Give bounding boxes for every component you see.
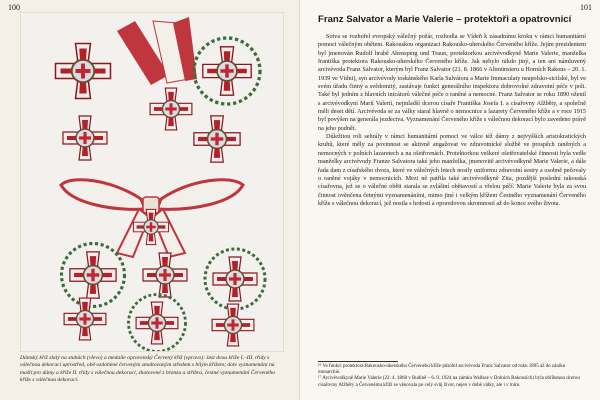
page-number-right: 101 — [580, 3, 592, 12]
footnotes — [318, 364, 586, 389]
body-paragraph: Sotva se rozhořel evropský válečný požár, rozhodla se Vídeň k zásadnímu kroku v rámci humanitární pomoci válečným obětem. Rakouskou organizaci Rakousko-uherského Červeného kříže. Jejím prezidentem byl jmenován Rudolf hrabě Abensperg und Traun, protektorkou arcivévodkyně Marie Valerie, manželka františka protektora Rakousko-uherského Červeného kříže. Jak nebylo nikdo jiný, a ten ani námluvený arcivévoda Franz Salvator, kterým byl Franz Salvator (21. 8. 1866 v Altmünsteru u Horních Rakous – 20. 1. 1939 ve Vídni), syn arcivévody toskánského Karla Salvátora a Marie Immaculaty neapolsko-sicilské, byl ve svém úřadu činný a svědomitý, zastávaje funkci generálního inspektora dobrovolné zdravotní péče v poli. Také byl jedním z hlavních inicátorů válečné péče o raněné a nemocné. Franz Salvator se roku 1890 oženil s arcivévodkyní Marií Valerií, nejmladší dcerou císaře Františka Josefa I. a císařovny Alžběty, a společně měli deset dětí. Arcivévoda se za války staral hlavně o nemocnice a lazarety Červeného kříže a v roce 1915 byl povýšen na generála jezdectva. Vyznamenání Červeného kříže s válečnou dekorací bylo zavedeno právě na jeho podnět. — [318, 33, 586, 132]
medals-illustration — [21, 13, 283, 351]
footnote: ¹⁶ Ve funkci protektora Rakousko-uherského Červeného kříže působil arcivévoda Franz Salvator od roku 1895 až do zániku monarchie. — [318, 364, 566, 376]
footnote-rule — [318, 361, 398, 362]
body-text — [318, 33, 586, 208]
footnote: ¹⁷ Arcivévodkyně Marie Valerie (22. 4. 1868 v Budíně – 6. 9. 1924 na zámku Wallsee v Dolních Rakousích) byla oblíbenou dcerou císařovny Alžběty a Červenému kříži se věnovala po celý svůj život, nejen v době války, ale i v míru. — [318, 376, 580, 388]
chapter-title: Franz Salvator a Marie Valerie – protektoři a opatrovnicí — [318, 14, 572, 25]
photo-caption: Dámský kříž zlatý na stuhách (vlevo) a medaile opravenský Červený kříž (vpravo): šest dvou kříže I.–III. třídy s válečnou dekorací uprostřed, obě ozdobené červeným smaltovaným středem s bílým křížem; dole vyznamenání na mašlí pro dámy a kříže II. třídy s válečnou dekorací, zhotovené z bronzu a stříbra, čestné vyznamenání Červeného kříže s válečnou dekorací. — [20, 355, 275, 383]
medals-photo — [20, 12, 284, 352]
body-paragraph: Důležitou roli sehrály v rámci humanitární pomoci ve válce též dámy z nejvyšších aristokratických kruhů, které měly za povinnost se aktivně angažovat ve zdravotnické službě ve prospěch raněných a nemocných v polních lazaretech a na ošetřovnách. Protektorkou veškeré ošetřovatelské činnosti byla vedle manželky arcivévody Franze Salvatora také jeho manželka, jmenovitě arcivévodkyně Marie Valerie, a dále řada dam z císařského dvora, které ve válečných letech nosily uniformu zdravotní sestry a osobně pečovaly o raněné vojáky v nemocnicích. Mezi ně patřila také arcivévodkyně Zita, pozdější poslední rakouská císařovna, jež se o válečné oběti starala se zvláštní obětavostí a vřelou péčí. Marie Valerie byla za svou činnost ověnčena četnými vyznamenáními, mimo jiné i velkým křížem Čestného vyznamenání Červeného kříže s válečnou dekorací, jež nosila s hrdostí a opravdovou skromností až do konce svého života. — [318, 133, 586, 207]
page-number-left: 100 — [8, 3, 20, 12]
